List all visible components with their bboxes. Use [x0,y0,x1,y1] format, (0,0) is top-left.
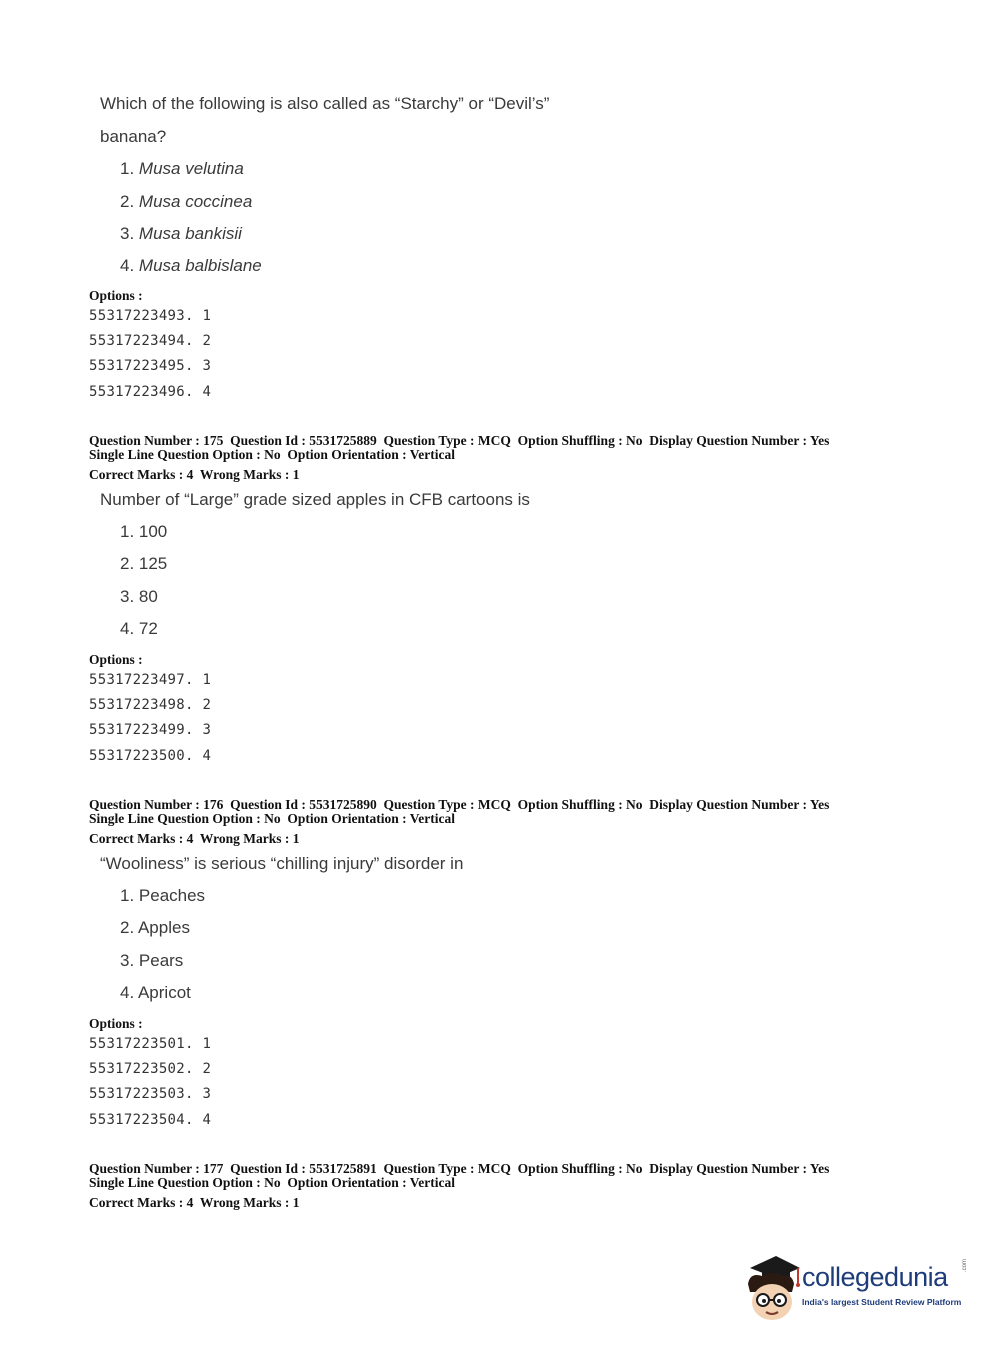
q176-marks: Correct Marks : 4 Wrong Marks : 1 [89,831,300,846]
species-name: Musa bankisii [138,224,242,243]
q174-question-line1: Which of the following is also called as “Starchy” or “Devil’s” [100,94,550,113]
collegedunia-logo [742,1250,972,1325]
logo-suffix: .com [962,1258,968,1272]
q176-option-3: 55317223503. 3 [89,1086,212,1102]
species-name: Musa balbislane [138,256,262,275]
q177-marks: Correct Marks : 4 Wrong Marks : 1 [89,1195,300,1210]
q176-choice-2: 2. Apples [120,918,190,937]
q174-choice-4: 4. Musa balbislane [120,256,262,275]
q176-option-1: 55317223501. 1 [89,1036,212,1052]
q174-choice-2: 2. Musa coccinea [120,192,253,211]
q174-option-4: 55317223496. 4 [89,384,212,400]
q177-meta-line1: Question Number : 177 Question Id : 5531725891 Question Type : MCQ Option Shuffling : No Display Question Number : Yes [89,1161,830,1176]
q175-option-4: 55317223500. 4 [89,748,212,764]
q177-meta-line2: Single Line Question Option : No Option Orientation : Vertical [89,1175,456,1190]
q175-question: Number of “Large” grade sized apples in CFB cartoons is [100,490,530,509]
q174-question-line2: banana? [100,127,167,146]
q175-choice-1: 1. 100 [120,522,168,541]
q176-question: “Wooliness” is serious “chilling injury” disorder in [100,854,464,873]
q175-meta-line2: Single Line Question Option : No Option Orientation : Vertical [89,447,456,462]
species-name: Musa coccinea [138,192,253,211]
q175-marks: Correct Marks : 4 Wrong Marks : 1 [89,467,300,482]
q176-meta-line1: Question Number : 176 Question Id : 5531725890 Question Type : MCQ Option Shuffling : No Display Question Number : Yes [89,797,830,812]
q175-choice-2: 2. 125 [120,554,168,573]
logo-wordmark: collegedunia [802,1262,948,1292]
q174-option-2: 55317223494. 2 [89,333,212,349]
q174-choice-3: 3. Musa bankisii [120,224,242,243]
q175-meta-line1: Question Number : 175 Question Id : 5531725889 Question Type : MCQ Option Shuffling : No Display Question Number : Yes [89,433,830,448]
q174-choice-1: 1. Musa velutina [120,159,244,178]
q176-option-4: 55317223504. 4 [89,1112,212,1128]
q175-option-2: 55317223498. 2 [89,697,212,713]
q174-option-3: 55317223495. 3 [89,358,212,374]
q176-meta-line2: Single Line Question Option : No Option Orientation : Vertical [89,811,456,826]
mascot-icon [742,1250,804,1325]
q176-choice-3: 3. Pears [120,951,184,970]
q175-choice-3: 3. 80 [120,587,158,606]
logo-tagline: India's largest Student Review Platform [802,1297,962,1307]
q174-options-label: Options : [89,288,143,303]
q174-option-1: 55317223493. 1 [89,308,212,324]
species-name: Musa velutina [138,159,244,178]
q176-option-2: 55317223502. 2 [89,1061,212,1077]
q176-choice-4: 4. Apricot [120,983,191,1002]
q176-options-label: Options : [89,1016,143,1031]
q175-option-1: 55317223497. 1 [89,672,212,688]
q176-choice-1: 1. Peaches [120,886,206,905]
q175-options-label: Options : [89,652,143,667]
q175-choice-4: 4. 72 [120,619,158,638]
q175-option-3: 55317223499. 3 [89,722,212,738]
